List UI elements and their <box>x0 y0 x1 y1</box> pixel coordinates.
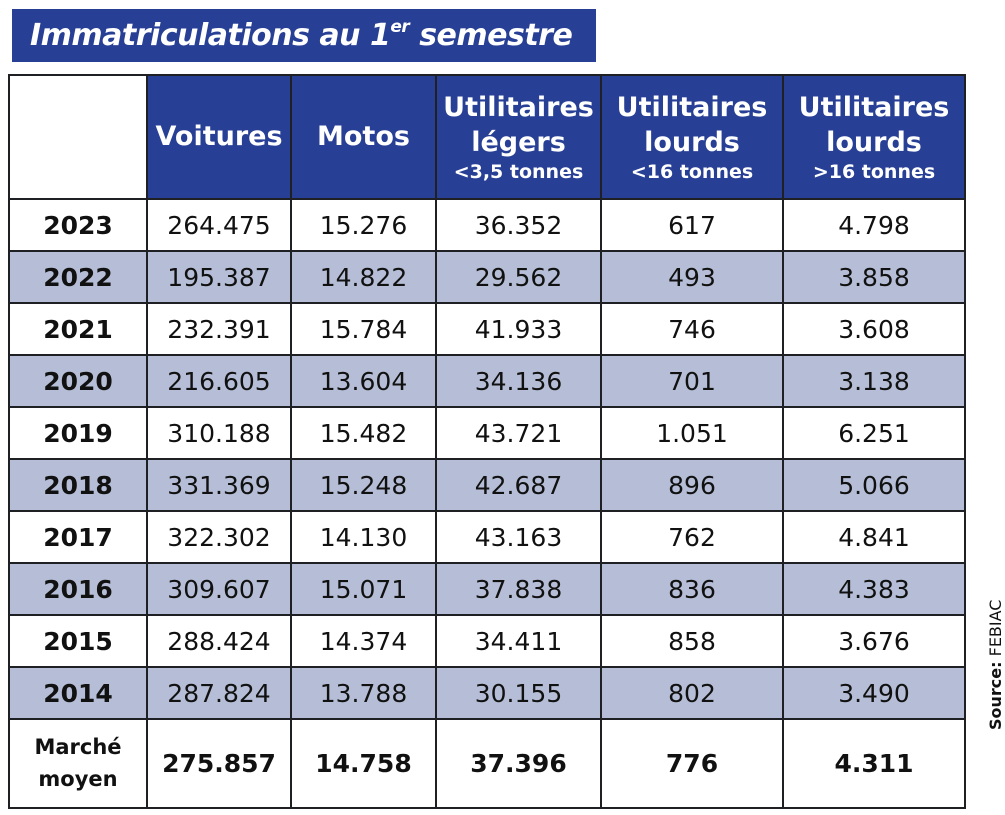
registrations-table <box>8 74 966 809</box>
table-cell: 322.302 <box>147 511 291 563</box>
row-year-label: 2022 <box>9 251 147 303</box>
table-row <box>9 355 965 407</box>
total-label-line1: Marché <box>34 735 122 759</box>
row-year-label: 2017 <box>9 511 147 563</box>
total-row-label <box>9 719 147 808</box>
column-header-label: Utilitaires légers <box>443 91 594 158</box>
column-header-label: Utilitaires lourds <box>616 91 768 158</box>
row-year-label: 2014 <box>9 667 147 719</box>
table-cell: 6.251 <box>783 407 965 459</box>
table-cell: 15.784 <box>291 303 436 355</box>
column-header-sub: >16 tonnes <box>812 160 936 183</box>
table-cell: 287.824 <box>147 667 291 719</box>
table-cell: 34.411 <box>436 615 601 667</box>
table-cell: 4.841 <box>783 511 965 563</box>
table-cell: 37.838 <box>436 563 601 615</box>
table-cell: 15.071 <box>291 563 436 615</box>
column-header-voitures <box>147 75 291 199</box>
table-cell: 1.051 <box>601 407 783 459</box>
table-cell: 746 <box>601 303 783 355</box>
total-label-line2: moyen <box>38 766 118 791</box>
table-cell: 15.276 <box>291 199 436 251</box>
table-cell: 232.391 <box>147 303 291 355</box>
source-label: Source: <box>986 661 1005 730</box>
table-cell: 3.138 <box>783 355 965 407</box>
table-cell: 802 <box>601 667 783 719</box>
corner-cell <box>9 75 147 199</box>
table-row <box>9 407 965 459</box>
table-cell: 41.933 <box>436 303 601 355</box>
row-year-label: 2021 <box>9 303 147 355</box>
table-cell: 4.383 <box>783 563 965 615</box>
total-cell: 776 <box>601 719 783 808</box>
column-header-utilitaires-lourds-over-16 <box>783 75 965 199</box>
table-cell: 36.352 <box>436 199 601 251</box>
total-cell: 4.311 <box>783 719 965 808</box>
source-value: FEBIAC <box>986 599 1005 657</box>
table-row <box>9 563 965 615</box>
table-cell: 858 <box>601 615 783 667</box>
table-cell: 264.475 <box>147 199 291 251</box>
source-note <box>986 600 1005 730</box>
total-cell: 14.758 <box>291 719 436 808</box>
table-cell: 14.374 <box>291 615 436 667</box>
table-cell: 617 <box>601 199 783 251</box>
row-year-label: 2020 <box>9 355 147 407</box>
column-header-sub: <16 tonnes <box>630 160 754 183</box>
table-cell: 13.788 <box>291 667 436 719</box>
page-title <box>30 18 572 53</box>
table-row <box>9 511 965 563</box>
row-year-label: 2016 <box>9 563 147 615</box>
table-cell: 42.687 <box>436 459 601 511</box>
table-cell: 762 <box>601 511 783 563</box>
title-superscript: er <box>390 17 410 37</box>
table-cell: 3.676 <box>783 615 965 667</box>
title-suffix: semestre <box>409 18 573 53</box>
table-cell: 836 <box>601 563 783 615</box>
table-row <box>9 667 965 719</box>
table-cell: 3.858 <box>783 251 965 303</box>
table-cell: 13.604 <box>291 355 436 407</box>
column-header-sub: <3,5 tonnes <box>453 160 584 183</box>
title-prefix: Immatriculations au 1 <box>30 18 391 53</box>
table-cell: 493 <box>601 251 783 303</box>
column-header-label: Voitures <box>155 121 283 153</box>
table-cell: 5.066 <box>783 459 965 511</box>
table-cell: 34.136 <box>436 355 601 407</box>
table-cell: 701 <box>601 355 783 407</box>
table-cell: 15.482 <box>291 407 436 459</box>
table-cell: 896 <box>601 459 783 511</box>
total-cell: 275.857 <box>147 719 291 808</box>
table-row <box>9 251 965 303</box>
column-header-label: Utilitaires lourds <box>798 91 950 158</box>
table-cell: 309.607 <box>147 563 291 615</box>
table-cell: 288.424 <box>147 615 291 667</box>
table-cell: 14.822 <box>291 251 436 303</box>
column-header-motos <box>291 75 436 199</box>
header-row <box>9 75 965 199</box>
table-row <box>9 459 965 511</box>
table-cell: 331.369 <box>147 459 291 511</box>
total-cell: 37.396 <box>436 719 601 808</box>
total-row <box>9 719 965 808</box>
column-header-label: Motos <box>317 121 410 153</box>
table-cell: 43.163 <box>436 511 601 563</box>
row-year-label: 2023 <box>9 199 147 251</box>
table-cell: 3.490 <box>783 667 965 719</box>
column-header-utilitaires-legers <box>436 75 601 199</box>
table-cell: 4.798 <box>783 199 965 251</box>
row-year-label: 2019 <box>9 407 147 459</box>
table-row <box>9 199 965 251</box>
table-cell: 3.608 <box>783 303 965 355</box>
table-cell: 30.155 <box>436 667 601 719</box>
table-cell: 14.130 <box>291 511 436 563</box>
table-row <box>9 615 965 667</box>
table-cell: 43.721 <box>436 407 601 459</box>
table-cell: 216.605 <box>147 355 291 407</box>
table-row <box>9 303 965 355</box>
table-body <box>9 199 965 808</box>
row-year-label: 2018 <box>9 459 147 511</box>
table-cell: 195.387 <box>147 251 291 303</box>
row-year-label: 2015 <box>9 615 147 667</box>
title-banner <box>12 9 596 62</box>
table-cell: 310.188 <box>147 407 291 459</box>
table-cell: 15.248 <box>291 459 436 511</box>
table-cell: 29.562 <box>436 251 601 303</box>
column-header-utilitaires-lourds-16 <box>601 75 783 199</box>
